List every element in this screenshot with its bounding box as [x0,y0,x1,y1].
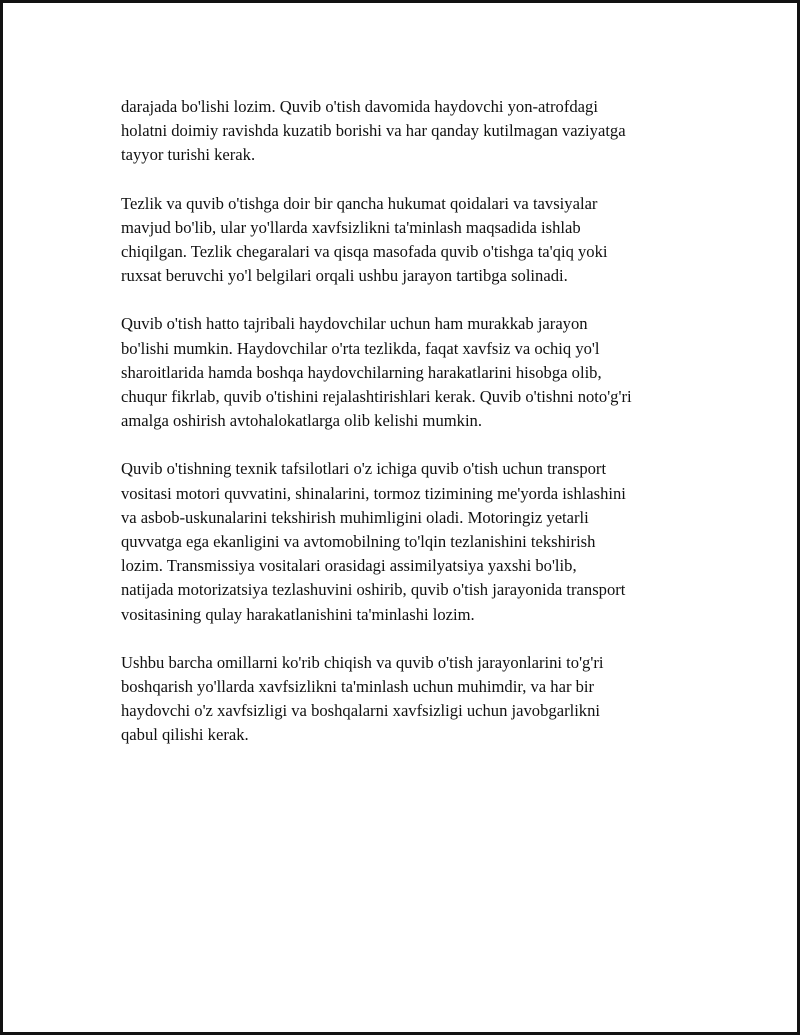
paragraph: Quvib o'tishning texnik tafsilotlari o'z ichiga quvib o'tish uchun transport vositasi motori quvvatini, shinalarini, tormoz tizimining me'yorda ishlashini va asbob-uskunalarini tekshirish muhimligini oladi. Motoringiz yetarli quvvatga ega ekanligini va avtomobilning to'lqin tezlanishini tekshirish lozim. Transmissiya vositalari orasidagi assimilyatsiya yaxshi bo'lib, natijada motorizatsiya tezlashuvini oshirib, quvib o'tish jarayonida transport vositasining qulay harakatlanishini ta'minlashi lozim. [121,459,626,624]
paragraph: Quvib o'tish hatto tajribali haydovchilar uchun ham murakkab jarayon bo'lishi mumkin. Haydovchilar o'rta tezlikda, faqat xavfsiz va ochiq yo'l sharoitlarida hamda boshqa haydovchilarning harakatlarini hisobga olib, chuqur fikrlab, quvib o'tishini rejalashtirishlari kerak. Quvib o'tishni noto'g'ri amalga oshirish avtohalokatlarga olib kelishi mumkin. [121,314,632,431]
paragraph: Ushbu barcha omillarni ko'rib chiqish va quvib o'tish jarayonlarini to'g'ri boshqarish yo'llarda xavfsizlikni ta'minlash uchun muhimdir, va har bir haydovchi o'z xavfsizligi va boshqalarni xavfsizligi uchun javobgarlikni qabul qilishi kerak. [121,652,604,745]
paragraph: darajada bo'lishi lozim. Quvib o'tish davomida haydovchi yon-atrofdagi holatni doimiy ravishda kuzatib borishi va har qanday kutilmagan vaziyatga tayyor turishi kerak. [121,97,626,165]
document-body [121,95,701,772]
paragraph: Tezlik va quvib o'tishga doir bir qancha hukumat qoidalari va tavsiyalar mavjud bo'lib, ular yo'llarda xavfsizlikni ta'minlash maqsadida ishlab chiqilgan. Tezlik chegaralari va qisqa masofada quvib o'tishga ta'qiq yoki ruxsat beruvchi yo'l belgilari orqali ushbu jarayon tartibga solinadi. [121,193,608,286]
